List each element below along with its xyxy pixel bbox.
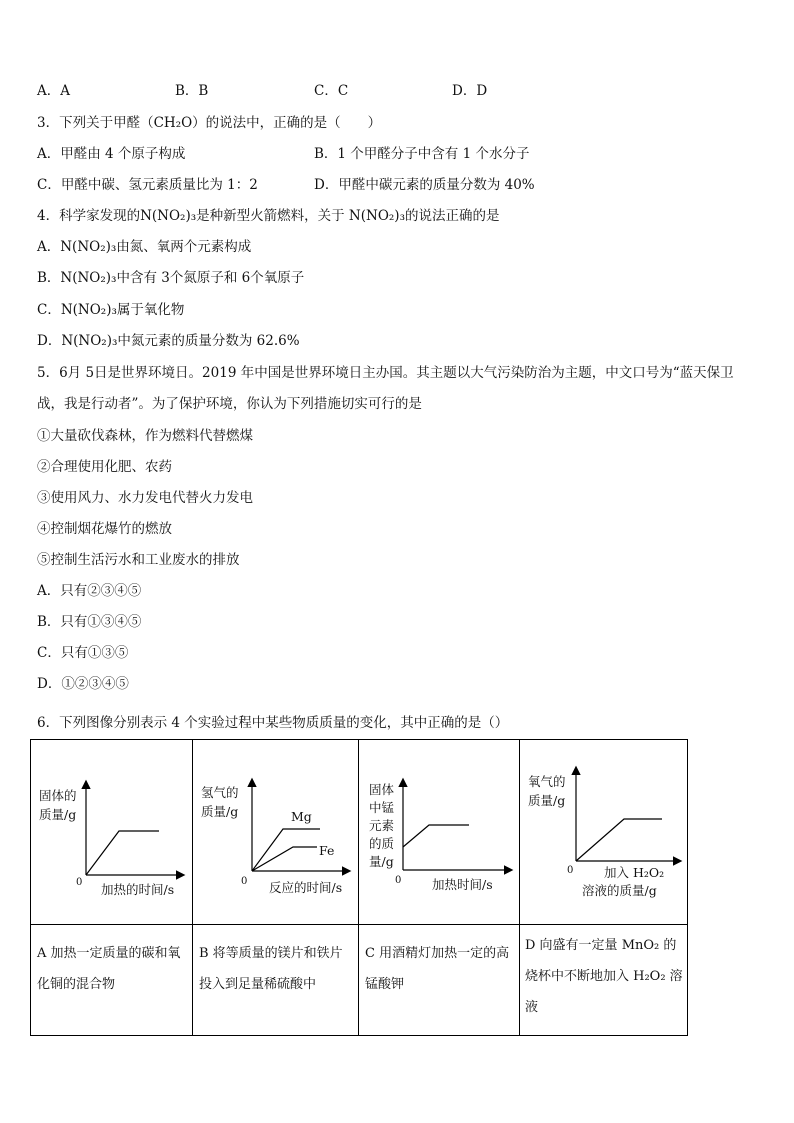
q5-option-b[interactable]: B．只有①③④⑤ (37, 614, 142, 630)
graph-a-ylabel-1: 固体的 (39, 788, 77, 803)
graph-a-ylabel-2: 质量/g (39, 807, 77, 822)
graph-b-curve-fe (252, 847, 317, 871)
graph-c-curve (403, 825, 469, 847)
graph-b-series-fe: Fe (319, 843, 335, 858)
q5-item-1: ①大量砍伐森林，作为燃料代替燃煤 (37, 428, 253, 444)
graph-b-series-mg: Mg (291, 809, 312, 824)
graph-c (359, 740, 519, 924)
graph-c-xlabel: 加热时间/s (432, 877, 493, 892)
q5-item-3: ③使用风力、水力发电代替火力发电 (37, 490, 253, 506)
graph-b-ylabel-2: 质量/g (201, 804, 239, 819)
graph-a (31, 740, 192, 924)
graph-b-xlabel: 反应的时间/s (269, 880, 343, 895)
q2-option-c[interactable]: C．C (314, 83, 349, 99)
q4-option-a[interactable]: A．N(NO₂)₃由氮、氧两个元素构成 (37, 239, 252, 255)
graph-d-curve (576, 819, 662, 861)
graph-a-xlabel: 加热的时间/s (101, 882, 175, 897)
table-divider (31, 924, 687, 925)
q2-option-a[interactable]: A．A (37, 83, 70, 99)
q6-option-c-description[interactable]: C 用酒精灯加热一定的高锰酸钾 (365, 946, 510, 992)
q3-option-c[interactable]: C．甲醛中碳、氢元素质量比为 1：2 (37, 177, 258, 193)
q3-option-a[interactable]: A．甲醛由 4 个原子构成 (37, 146, 186, 162)
graph-c-ylabel-4: 的质 (369, 836, 395, 851)
q5-stem-line2: 战，我是行动者”。为了保护环境，你认为下列措施切实可行的是 (37, 396, 422, 412)
q3-stem: 3．下列关于甲醛（CH₂O）的说法中，正确的是（ ） (37, 115, 382, 131)
graph-a-origin: 0 (76, 877, 83, 888)
q6-option-d-description[interactable]: D 向盛有一定量 MnO₂ 的烧杯中不断地加入 H₂O₂ 溶液 (525, 938, 683, 1015)
q5-stem-line1: 5．6月 5日是世界环境日。2019 年中国是世界环境日主办国。其主题以大气污染防治为主题，中文口号为“蓝天保卫 (37, 365, 734, 381)
graph-d-origin: 0 (567, 865, 574, 876)
q2-options (37, 82, 737, 100)
graph-c-ylabel-3: 元素 (369, 818, 395, 833)
q6-option-a-description[interactable]: A 加热一定质量的碳和氧化铜的混合物 (37, 946, 181, 992)
graph-d (520, 740, 688, 924)
graph-d-xlabel-1: 加入 H₂O₂ (604, 865, 665, 880)
q4-option-d[interactable]: D．N(NO₂)₃中氮元素的质量分数为 62.6% (37, 333, 300, 349)
graph-d-ylabel-1: 氧气的 (528, 774, 566, 789)
graph-d-xlabel-2: 溶液的质量/g (582, 883, 657, 898)
q6-option-b-description[interactable]: B 将等质量的镁片和铁片投入到足量稀硫酸中 (199, 946, 343, 992)
graph-c-ylabel-1: 固体 (369, 782, 395, 797)
q5-option-a[interactable]: A．只有②③④⑤ (37, 583, 142, 599)
q6-figure-table (30, 739, 688, 1036)
q6-stem: 6．下列图像分别表示 4 个实验过程中某些物质质量的变化，其中正确的是（） (37, 715, 509, 731)
graph-c-ylabel-2: 中锰 (369, 800, 395, 815)
q5-item-2: ②合理使用化肥、农药 (37, 459, 172, 475)
q5-option-d[interactable]: D．①②③④⑤ (37, 676, 129, 692)
q4-option-b[interactable]: B．N(NO₂)₃中含有 3个氮原子和 6个氧原子 (37, 270, 305, 286)
graph-b-origin: 0 (241, 876, 248, 887)
graph-c-origin: 0 (395, 875, 402, 886)
graph-b (193, 740, 358, 924)
q3-option-d[interactable]: D．甲醛中碳元素的质量分数为 40% (314, 177, 535, 193)
q3-option-b[interactable]: B．1 个甲醛分子中含有 1 个水分子 (314, 146, 530, 162)
q2-option-d[interactable]: D．D (452, 83, 488, 99)
q5-option-c[interactable]: C．只有①③⑤ (37, 645, 129, 661)
q5-item-5: ⑤控制生活污水和工业废水的排放 (37, 552, 240, 568)
q4-option-c[interactable]: C．N(NO₂)₃属于氧化物 (37, 302, 185, 318)
q5-item-4: ④控制烟花爆竹的燃放 (37, 521, 172, 537)
graph-d-ylabel-2: 质量/g (528, 793, 566, 808)
graph-b-ylabel-1: 氢气的 (201, 785, 239, 800)
q2-option-b[interactable]: B．B (175, 83, 209, 99)
q4-stem: 4．科学家发现的N(NO₂)₃是种新型火箭燃料，关于 N(NO₂)₃的说法正确的是 (37, 208, 500, 224)
graph-a-curve (86, 831, 159, 875)
graph-c-ylabel-5: 量/g (369, 854, 394, 869)
